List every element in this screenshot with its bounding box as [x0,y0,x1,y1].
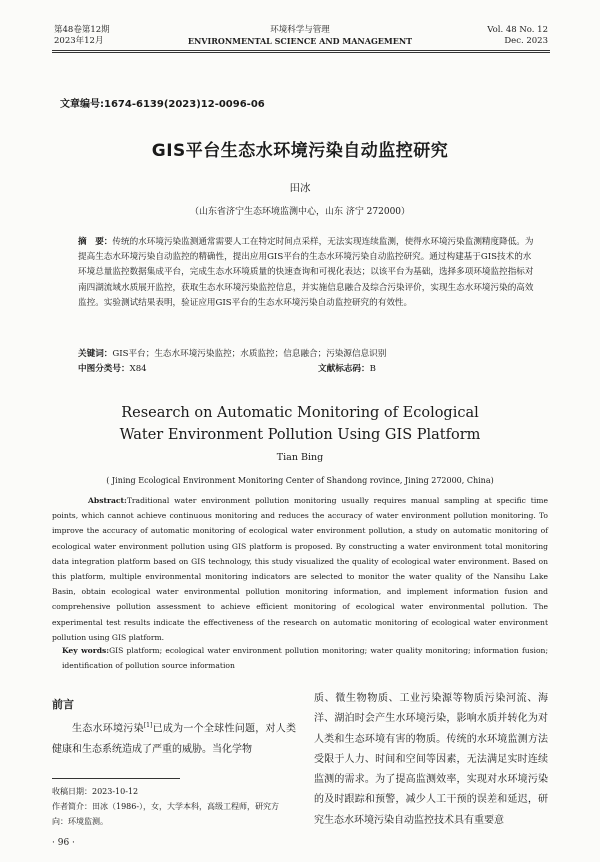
header-rule-bottom [52,52,550,53]
footnote-received-date: 收稿日期：2023-10-12 [52,787,139,796]
journal-name [150,25,450,47]
clc-value: X84 [129,364,147,374]
keywords-cn-label: 关键词： [78,349,113,359]
author-en: Tian Bing [276,452,324,463]
abstract-cn [78,235,536,311]
footnote-author-bio: 作者简介：田冰（1986-），女，大学本科，高级工程师，研究方向：环境监测。 [52,802,280,826]
paper-title-cn: GIS平台生态水环境污染自动监控研究 [151,141,449,161]
footnote-rule [52,778,180,779]
body-left-part1: 生态水环境污染 [72,723,144,735]
keywords-cn-text: GIS平台；生态水环境污染监控；水质监控；信息融合；污染源信息识别 [112,349,387,359]
author-cn: 田冰 [289,182,311,194]
header-rule-top [52,50,550,51]
clc-number [78,362,147,377]
paper-title-en [40,402,560,446]
volume-issue: 第48卷第12期 [54,25,110,35]
abstract-cn-label: 摘 要： [78,237,113,247]
abstract-en [52,493,548,645]
body-left-part2: 已成为一个全球性问题，对人类健康和生态系统造成了严重的威胁。当化学物 [52,723,297,755]
page-number: · 96 · [52,838,75,848]
abstract-en-label: Abstract: [88,496,127,505]
affiliation-en: ( Jining Ecological Environment Monitoring Center of Shandong rovince, Jining 272000, China) [106,476,494,485]
abstract-en-text: Traditional water environment pollution monitoring usually requires manual sampling at specific time points, which cannot achieve continuous monitoring and reduces the accuracy of water environment pollution monitoring. To improve the accuracy of automatic monitoring of ecological water environment pollution, a study on automatic monitoring of ecological water environment pollution using GIS platform is proposed. By constructing a water environment total monitoring data integration platform based on GIS technology, this study visualized the quality of ecological water environment. Based on this platform, multiple environmental monitoring indicators are selected to monitor the water quality of the Nansihu Lake Basin, obtain ecological water environmental pollution monitoring information, and implement information fusion and comprehensive pollution assessment to achieve efficient monitoring of ecological water environmental pollution. The experimental test results indicate the effectiveness of the research on automatic monitoring of ecological water environment pollution using GIS platform. [52,496,548,642]
keywords-en [62,643,548,673]
journal-name-en: ENVIRONMENTAL SCIENCE AND MANAGEMENT [187,36,413,46]
keywords-en-label: Key words: [62,646,110,655]
section-heading-introduction: 前言 [52,698,74,711]
keywords-cn [78,347,536,362]
abstract-cn-text: 传统的水环境污染监测通常需要人工在特定时间点采样，无法实现连续监测，使得水环境污染监测精度降低。为提高生态水环境污染自动监控的精确性，提出应用GIS平台的生态水环境污染自动监控研究。通过构建基于GIS技术的水环境总量监控数据集成平台，完成生态水环境质量的快速查询和可视化表达；以该平台为基础，选择多项环境监控指标对南四湖流域水质展开监控，获取生态水环境污染监控信息，并实施信息融合及综合污染评价，实现生态水环境污染的高效监控。实验测试结果表明，验证应用GIS平台的生态水环境污染自动监控研究的有效性。 [78,237,534,308]
body-text-right-column: 质、微生物物质、工业污染源等物质污染河流、海洋、湖泊时会产生水环境污染，影响水质并转化为对人类和生态环境有害的物质。传统的水环境监测方法受限于人力、时间和空间等因素，无法满足实时连续监测的需求。为了提高监测效率，实现对水环境污染的及时跟踪和预警，减少人工干预的误差和延迟，研究生态水环境污染自动监控技术具有重要意 [314,693,548,826]
article-number: 文章编号:1674-6139(2023)12-0096-06 [60,99,265,110]
body-text-left-column [52,716,296,760]
affiliation-cn: （山东省济宁生态环境监测中心，山东 济宁 272000） [189,207,411,217]
paper-title-en-line2: Water Environment Pollution Using GIS Platform [119,427,481,443]
journal-name-cn: 环境科学与管理 [270,25,330,35]
clc-label: 中图分类号： [78,364,130,374]
publication-date: 2023年12月 [54,36,104,46]
citation-ref-1[interactable]: [1] [143,722,153,729]
publication-date-en: Dec. 2023 [504,36,548,46]
volume-issue-en: Vol. 48 No. 12 [487,25,548,35]
document-code-label: 文献标志码： [318,364,370,374]
journal-volume-info [54,25,110,47]
keywords-en-text: GIS platform; ecological water environment pollution monitoring; water quality monitoring; information fusion; identification of pollution source information [62,646,548,671]
document-code [318,362,376,377]
document-code-value: B [369,364,376,374]
paper-title-en-line1: Research on Automatic Monitoring of Ecological [121,405,479,421]
journal-volume-info-en [487,25,548,47]
